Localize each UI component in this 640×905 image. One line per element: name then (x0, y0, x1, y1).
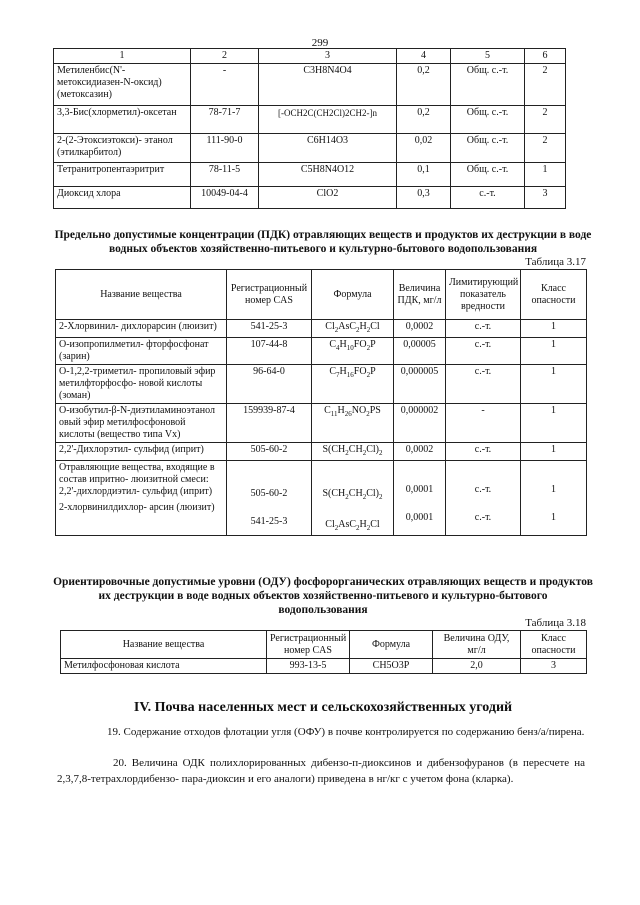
cas-number: 107-44-8 (227, 338, 312, 365)
indicator: с.-т. (446, 443, 521, 461)
hazard-class: 3 (525, 187, 566, 209)
page-number: 299 (311, 37, 329, 49)
formula (312, 461, 394, 536)
indicator: - (446, 404, 521, 443)
hazard-class: 1 (525, 163, 566, 187)
indicator: с.-т. (446, 320, 521, 338)
value: 0,2 (397, 64, 451, 106)
table-row (56, 404, 587, 443)
value (394, 461, 446, 536)
value: 0,0001 (405, 512, 434, 523)
formula: $C_{11}H_{26}NO_2PS$ (312, 404, 394, 443)
column-header: 4 (397, 49, 451, 64)
column-header: Лимитирующий показатель вредности (446, 270, 521, 320)
substance-name: 2,2'-Дихлорэтил- сульфид (иприт) (56, 443, 227, 461)
column-header: Класс опасности (521, 270, 587, 320)
substance-name: О-изобутил-β-N-диэтиламиноэтанол овый эфир метилфосфоновой кислоты (вещество типа Vx) (56, 404, 227, 443)
cas-number: 505-60-2 (250, 488, 288, 499)
formula: $S(CH_2CH_2Cl)_2$ (322, 488, 383, 501)
cas-number: 78-11-5 (191, 163, 259, 187)
hazard-class: 1 (521, 365, 587, 404)
formula: C6H14O3 (259, 134, 397, 163)
indicator: Общ. с.-т. (451, 163, 525, 187)
hazard-class: 1 (521, 443, 587, 461)
cas-number: - (191, 64, 259, 106)
formula: C5H8N4O12 (259, 163, 397, 187)
hazard-class (521, 461, 587, 536)
value: 0,000002 (394, 404, 446, 443)
substance-name: О-изопропилметил- фторфосфонат (зарин) (56, 338, 227, 365)
table-row (54, 187, 566, 209)
indicator: с.-т. (474, 512, 492, 523)
value: 0,000005 (394, 365, 446, 404)
substance-name: 2-Хлорвинил- дихлорарсин (люизит) (56, 320, 227, 338)
mixture-intro: Отравляющие вещества, входящие в состав ипритно- люизитной смеси: (59, 462, 215, 485)
column-header: 3 (259, 49, 397, 64)
value: 0,02 (397, 134, 451, 163)
value: 0,00005 (394, 338, 446, 365)
section-heading: IV. Почва населенных мест и сельскохозяйственных угодий (133, 700, 513, 715)
formula: [-OCH2C(CH2Cl)2CH2-]n (259, 106, 397, 134)
cas-number: 993-13-5 (267, 659, 350, 674)
indicator: с.-т. (446, 338, 521, 365)
cas-number: 505-60-2 (227, 443, 312, 461)
indicator: с.-т. (474, 484, 492, 495)
pdk-title: Предельно допустимые концентрации (ПДК) отравляющих веществ и продуктов их деструкции в воде водных объектов хозяйственно-питьевого и культурно-бытового водопользования (54, 229, 592, 255)
table-row (54, 163, 566, 187)
formula: $C_4H_{10}FO_2P$ (312, 338, 394, 365)
table-row (54, 64, 566, 106)
mixture-item: 2,2'-дихлордиэтил- сульфид (иприт) (59, 486, 213, 497)
formula: $S(CH_2CH_2Cl)_2$ (312, 443, 394, 461)
value: 0,2 (397, 106, 451, 134)
cas-number: 78-71-7 (191, 106, 259, 134)
indicator: Общ. с.-т. (451, 64, 525, 106)
substance-name: Метиленбис(N'-метоксидиазен-N-оксид) (метоксазин) (54, 64, 191, 106)
mixture-item: 2-хлорвинилдихлор- арсин (люизит) (59, 502, 215, 513)
indicator (446, 461, 521, 536)
column-header: Регистрационный номер CAS (227, 270, 312, 320)
substance-name: 2-(2-Этоксиэтокси)- этанол (этилкарбитол) (54, 134, 191, 163)
hazard-class: 3 (521, 659, 587, 674)
table-row (56, 443, 587, 461)
column-header: Величина ПДК, мг/л (394, 270, 446, 320)
cas-number: 96-64-0 (227, 365, 312, 404)
cas-number: 111-90-0 (191, 134, 259, 163)
table-row (56, 338, 587, 365)
value: 2,0 (433, 659, 521, 674)
hazard-class: 1 (521, 338, 587, 365)
formula: CH5O3P (350, 659, 433, 674)
value: 0,0001 (405, 484, 434, 495)
paragraph-20: 20. Величина ОДК полихлорированных дибензо-п-диоксинов и дибензофуранов (в пересчете на 2,3,7,8-тетрахлордибензо- пара-диоксин и его аналоги) приведена в нг/кг с учетом фона (кларка). (57, 757, 585, 785)
indicator: Общ. с.-т. (451, 134, 525, 163)
table-caption: Таблица 3.17 (525, 256, 586, 268)
table-caption: Таблица 3.18 (525, 617, 586, 629)
indicator: с.-т. (446, 365, 521, 404)
table-row (56, 461, 587, 536)
table-row (61, 659, 587, 674)
formula: $Cl_2AsC_2H_2Cl$ (312, 320, 394, 338)
substance-name: 3,3-Бис(хлорметил)-оксетан (54, 106, 191, 134)
hazard-class: 1 (521, 320, 587, 338)
substance-name: Диоксид хлора (54, 187, 191, 209)
cas-number: 10049-04-4 (191, 187, 259, 209)
table-row (56, 365, 587, 404)
cas-number: 541-25-3 (250, 516, 288, 527)
column-header: Регистрационный номер CAS (267, 631, 350, 659)
column-header: 1 (54, 49, 191, 64)
formula: $Cl_2AsC_2H_2Cl$ (325, 519, 380, 532)
hazard-class: 1 (521, 404, 587, 443)
paragraph-19: 19. Содержание отходов флотации угля (ОФУ) в почве контролируется по содержанию бенз/а/пирена. (107, 726, 585, 738)
hazard-class: 2 (525, 64, 566, 106)
hazard-class: 2 (525, 134, 566, 163)
column-header: Формула (312, 270, 394, 320)
pdk-table (55, 269, 587, 536)
table-row (54, 106, 566, 134)
cas-number: 159939-87-4 (227, 404, 312, 443)
indicator: с.-т. (451, 187, 525, 209)
substance-name (56, 461, 227, 536)
value: 0,0002 (394, 443, 446, 461)
value: 0,1 (397, 163, 451, 187)
column-header: Класс опасности (521, 631, 587, 659)
hazard-class: 2 (525, 106, 566, 134)
substance-name: Тетранитропентаэритрит (54, 163, 191, 187)
column-header: Величина ОДУ, мг/л (433, 631, 521, 659)
continuation-table (53, 48, 566, 209)
table-row (56, 320, 587, 338)
odu-table (60, 630, 587, 674)
column-header: Название вещества (61, 631, 267, 659)
substance-name: Метилфосфоновая кислота (61, 659, 267, 674)
column-header: 2 (191, 49, 259, 64)
formula: C3H8N4O4 (259, 64, 397, 106)
column-header: Формула (350, 631, 433, 659)
indicator: Общ. с.-т. (451, 106, 525, 134)
column-header: Название вещества (56, 270, 227, 320)
value: 0,0002 (394, 320, 446, 338)
column-header: 5 (451, 49, 525, 64)
substance-name: О-1,2,2-триметил- пропиловый эфир метилфторфосфо- новой кислоты (зоман) (56, 365, 227, 404)
cas-number (227, 461, 312, 536)
odu-title: Ориентировочные допустимые уровни (ОДУ) фосфорорганических отравляющих веществ и продуктов их деструкции в воде водных объектов хозяйственно-питьевого и культурно-бытового водопользования (53, 576, 593, 616)
table-row (54, 134, 566, 163)
formula: $C_7H_{16}FO_2P$ (312, 365, 394, 404)
value: 0,3 (397, 187, 451, 209)
hazard-class: 1 (551, 512, 556, 523)
hazard-class: 1 (551, 484, 556, 495)
cas-number: 541-25-3 (227, 320, 312, 338)
formula: ClO2 (259, 187, 397, 209)
column-header: 6 (525, 49, 566, 64)
